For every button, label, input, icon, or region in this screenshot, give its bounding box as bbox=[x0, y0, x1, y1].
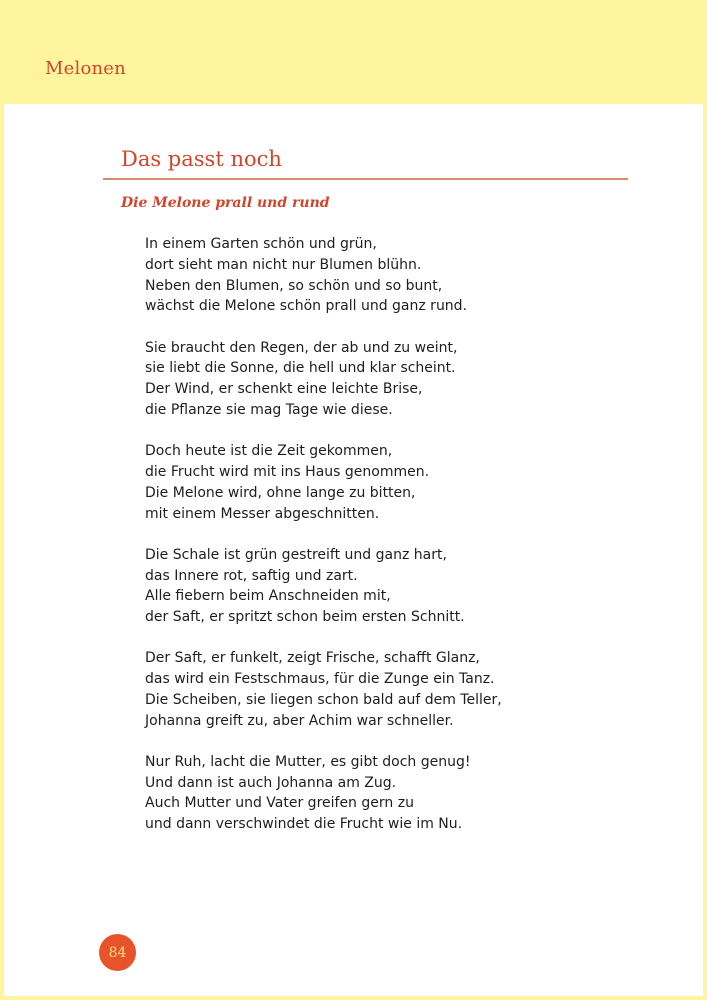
stanza bbox=[145, 338, 625, 421]
poem-line: das wird ein Festschmaus, für die Zunge ein Tanz. bbox=[145, 671, 495, 688]
poem-line: Auch Mutter und Vater greifen gern zu bbox=[145, 795, 414, 812]
poem-line: In einem Garten schön und grün, bbox=[145, 236, 377, 252]
stanza bbox=[145, 234, 625, 317]
poem-line: wächst die Melone schön prall und ganz rund. bbox=[145, 298, 468, 315]
stanza bbox=[145, 648, 625, 731]
title-divider bbox=[103, 178, 628, 180]
poem-line: Neben den Blumen, so schön und so bunt, bbox=[145, 277, 443, 294]
poem-line: Johanna greift zu, aber Achim war schneller. bbox=[145, 712, 454, 729]
poem-line: Der Wind, er schenkt eine leichte Brise, bbox=[145, 381, 423, 398]
poem-line: sie liebt die Sonne, die hell und klar scheint. bbox=[145, 360, 456, 377]
poem-line: die Pflanze sie mag Tage wie diese. bbox=[145, 401, 393, 418]
poem-line: Nur Ruh, lacht die Mutter, es gibt doch genug! bbox=[145, 753, 471, 770]
poem-line: Und dann ist auch Johanna am Zug. bbox=[145, 774, 397, 791]
stanza bbox=[145, 441, 625, 524]
poem-line: der Saft, er spritzt schon beim ersten Schnitt. bbox=[145, 609, 465, 626]
page-number: 84 bbox=[108, 944, 127, 961]
poem-line: dort sieht man nicht nur Blumen blühn. bbox=[145, 256, 422, 273]
poem-line: Der Saft, er funkelt, zeigt Frische, schafft Glanz, bbox=[145, 650, 480, 667]
poem-body bbox=[145, 234, 625, 855]
stanza bbox=[145, 545, 625, 628]
chapter-label: Melonen bbox=[45, 58, 126, 79]
poem-line: Doch heute ist die Zeit gekommen, bbox=[145, 443, 393, 460]
poem-line: die Frucht wird mit ins Haus genommen. bbox=[145, 463, 430, 480]
poem-line: Alle fiebern beim Anschneiden mit, bbox=[145, 588, 391, 605]
stanza bbox=[145, 752, 625, 835]
poem-line: Die Schale ist grün gestreift und ganz hart, bbox=[145, 546, 447, 563]
poem-title: Die Melone prall und rund bbox=[121, 195, 330, 211]
poem-line: Die Scheiben, sie liegen schon bald auf dem Teller, bbox=[145, 691, 502, 708]
poem-line: das Innere rot, saftig und zart. bbox=[145, 567, 358, 584]
poem-line: mit einem Messer abgeschnitten. bbox=[145, 505, 380, 522]
section-title: Das passt noch bbox=[121, 147, 282, 171]
page-number-badge bbox=[99, 934, 136, 971]
poem-line: Die Melone wird, ohne lange zu bitten, bbox=[145, 484, 416, 501]
poem-line: und dann verschwindet die Frucht wie im Nu. bbox=[145, 816, 463, 833]
poem-line: Sie braucht den Regen, der ab und zu weint, bbox=[145, 339, 458, 356]
